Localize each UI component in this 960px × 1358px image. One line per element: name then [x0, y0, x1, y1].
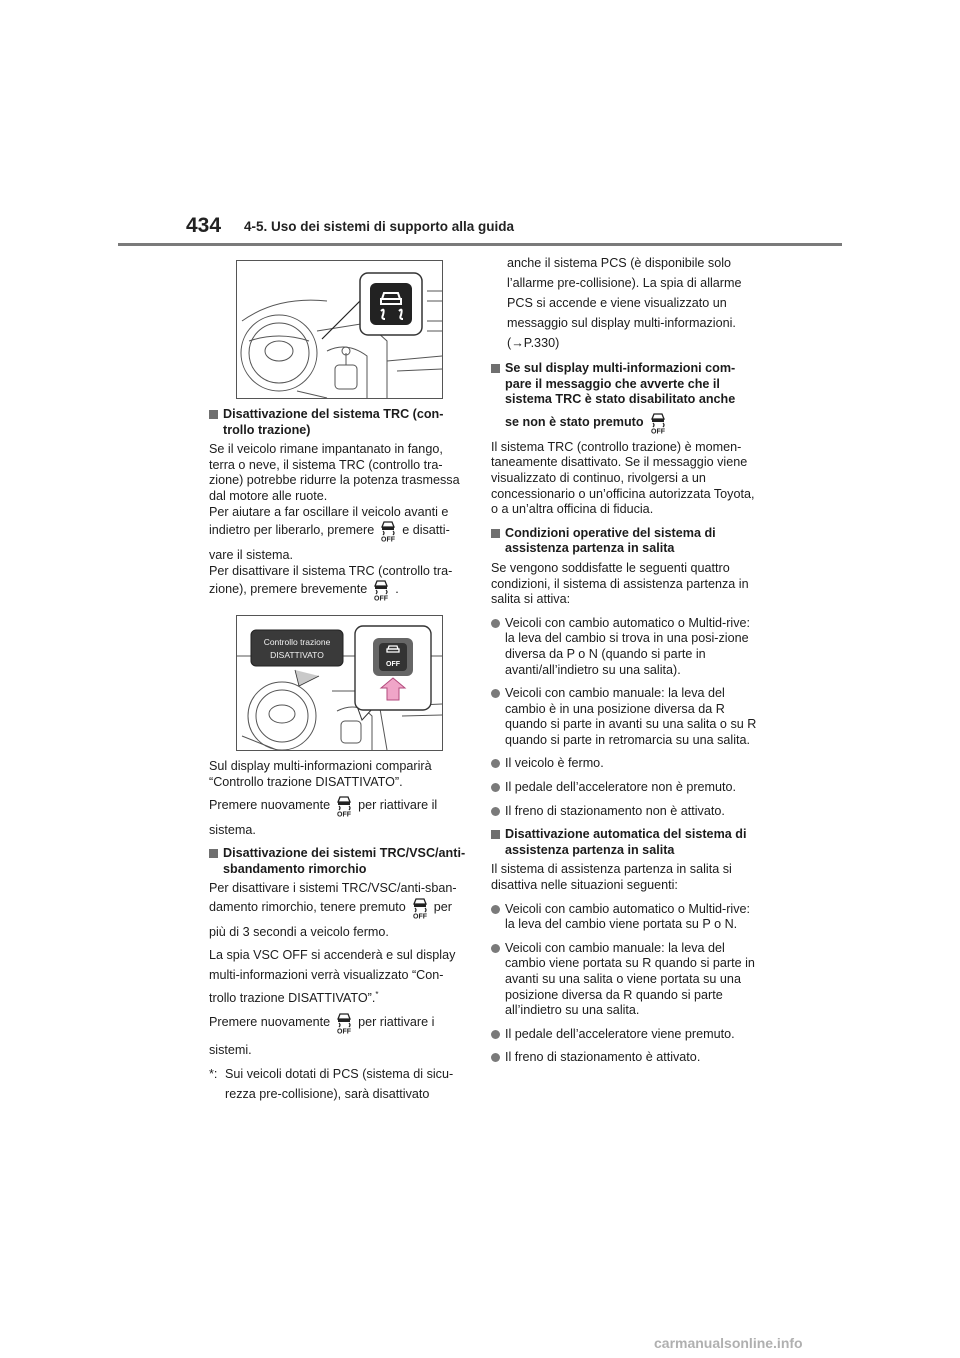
para-vsc-off-line2: multi-informazioni verrà visualizzato “Con-: [209, 967, 444, 982]
footnote-marker: *: [375, 989, 379, 999]
para-reactivate-line1: Premere nuovamente OFF per riattivare il: [209, 795, 471, 823]
list-item: Il freno di stazionamento non è attivato.: [491, 804, 761, 820]
para-oscillate-line3: vare il sistema.: [209, 548, 293, 563]
heading-vsc-disable: Disattivazione dei sistemi TRC/VSC/anti-sbandamento rimorchio: [209, 846, 471, 877]
para-hill-start-intro: Se vengono soddisfatte le seguenti quattro condizioni, il sistema di assistenza partenza in salita si attiva:: [491, 560, 749, 607]
heading-trc-disable: Disattivazione del sistema TRC (con-trollo trazione): [209, 407, 471, 438]
list-item: Veicoli con cambio automatico o Multid-rive: la leva del cambio viene portata su P o N.: [491, 902, 761, 933]
svg-text:OFF: OFF: [337, 1028, 352, 1034]
para-short-press-line2: zione), premere brevemente OFF .: [209, 579, 471, 607]
trc-off-icon: [648, 412, 668, 440]
list-item: Veicoli con cambio manuale: la leva del cambio è in una posizione diversa da R quando si parte in avanti su una salita o su R quando si parte in retromarcia su una salita.: [491, 686, 761, 748]
page-number: 434: [186, 214, 222, 237]
list-item: Il pedale dell’acceleratore non è premuto.: [491, 780, 761, 796]
para-oscillate-line2: indietro per liberarlo, premere OFF e disatti-: [209, 520, 471, 548]
para-vsc-line2: damento rimorchio, tenere premuto OFF per: [209, 897, 471, 925]
section-title: 4-5. Uso dei sistemi di supporto alla guida: [244, 219, 515, 234]
dashboard-drawing: [237, 261, 442, 398]
heading-trc-message: Se sul display multi-informazioni com-pare il messaggio che avverte che il sistema TRC è stato disabilitato anche se non è stato premuto OFF: [491, 361, 761, 440]
trc-off-icon: [334, 795, 354, 823]
trc-off-icon: [410, 897, 430, 925]
page-header: [0, 0, 960, 250]
para-reactivate-systems-line2: sistemi.: [209, 1042, 252, 1057]
dashboard-illustration-trc: [236, 260, 443, 399]
svg-text:OFF: OFF: [381, 536, 396, 543]
para-vsc-off-line1: La spia VSC OFF si accenderà e sul display: [209, 947, 456, 962]
trc-off-icon: [378, 520, 398, 548]
svg-text:OFF: OFF: [337, 811, 352, 817]
list-item: Il veicolo è fermo.: [491, 756, 761, 772]
para-short-press-line1: Per disattivare il sistema TRC (controllo tra-: [209, 563, 453, 578]
list-item: Il pedale dell’acceleratore viene premuto.: [491, 1027, 761, 1043]
footnote-mark: *:: [209, 1066, 218, 1081]
svg-text:OFF: OFF: [650, 428, 665, 434]
left-column: [209, 260, 471, 1104]
list-item: Il freno di stazionamento è attivato.: [491, 1050, 761, 1066]
svg-text:OFF: OFF: [386, 661, 400, 669]
para-vsc-off-line3: trollo trazione DISATTIVATO”.*: [209, 989, 379, 1005]
para-display-message: Sul display multi-informazioni comparirà “Controllo trazione DISATTIVATO”.: [209, 759, 432, 789]
para-oscillate-line1: Per aiutare a far oscillare il veicolo avanti e: [209, 504, 449, 519]
para-reactivate-line2: sistema.: [209, 822, 256, 837]
trc-off-icon: [371, 579, 391, 607]
header-rule: [118, 243, 842, 246]
list-item: Veicoli con cambio automatico o Multid-rive: la leva del cambio si trova in una posi-zione diversa da P o N (quando si parte in avanti/all’indietro su una salita).: [491, 616, 761, 678]
footnote-line2: rezza pre-collisione), sarà disattivato: [225, 1086, 430, 1101]
para-trc-intro: Se il veicolo rimane impantanato in fango, terra o neve, il sistema TRC (controllo tra-zione) potrebbe ridurre la potenza trasmessa dal motore alle ruote.: [209, 442, 460, 503]
para-trc-temporary: Il sistema TRC (controllo trazione) è momen-taneamente disattivato. Se il messaggio viene visualizzato di continuo, rivolgersi a un concessionario o un’officina autorizzata Toyota, o a un’altra officina di fiducia.: [491, 439, 755, 517]
dashboard-drawing-off: [237, 616, 442, 750]
footnote-line1: Sui veicoli dotati di PCS (sistema di sicu-: [225, 1066, 454, 1081]
display-text-line2: DISATTIVATO: [270, 650, 324, 661]
heading-hill-start-conditions: Condizioni operative del sistema di assistenza partenza in salita: [491, 526, 761, 557]
right-column: [491, 253, 761, 1066]
heading-hill-start-auto-off: Disattivazione automatica del sistema di assistenza partenza in salita: [491, 827, 761, 858]
para-reactivate-systems-line1: Premere nuovamente OFF per riattivare i: [209, 1012, 471, 1040]
footnote-continuation: anche il sistema PCS (è disponibile solo l’allarme pre-collisione). La spia di allarme PCS si accende e viene visualizzato un messaggio sul display multi-informazioni. (→P.330): [491, 253, 761, 353]
footnote: [209, 1064, 471, 1104]
para-vsc-line1: Per disattivare i sistemi TRC/VSC/anti-sban-: [209, 881, 457, 896]
trc-off-icon: [334, 1012, 354, 1040]
dashboard-illustration-trc-off: [236, 615, 443, 751]
display-text-line1: Controllo trazione: [263, 637, 331, 648]
para-hill-start-off-intro: Il sistema di assistenza partenza in salita si disattiva nelle situazioni seguenti:: [491, 862, 732, 893]
list-item: Veicoli con cambio manuale: la leva del cambio viene portata su R quando si parte in avanti su una salita o viene portata su una posizione diversa da R quando si parte all’indietro su una salita.: [491, 941, 761, 1019]
watermark: carmanualsonline.info: [654, 1335, 803, 1351]
svg-text:OFF: OFF: [374, 595, 389, 602]
svg-text:OFF: OFF: [412, 913, 427, 919]
para-vsc-line3: più di 3 secondi a veicolo fermo.: [209, 924, 389, 939]
page-reference: (→P.330): [507, 336, 560, 350]
